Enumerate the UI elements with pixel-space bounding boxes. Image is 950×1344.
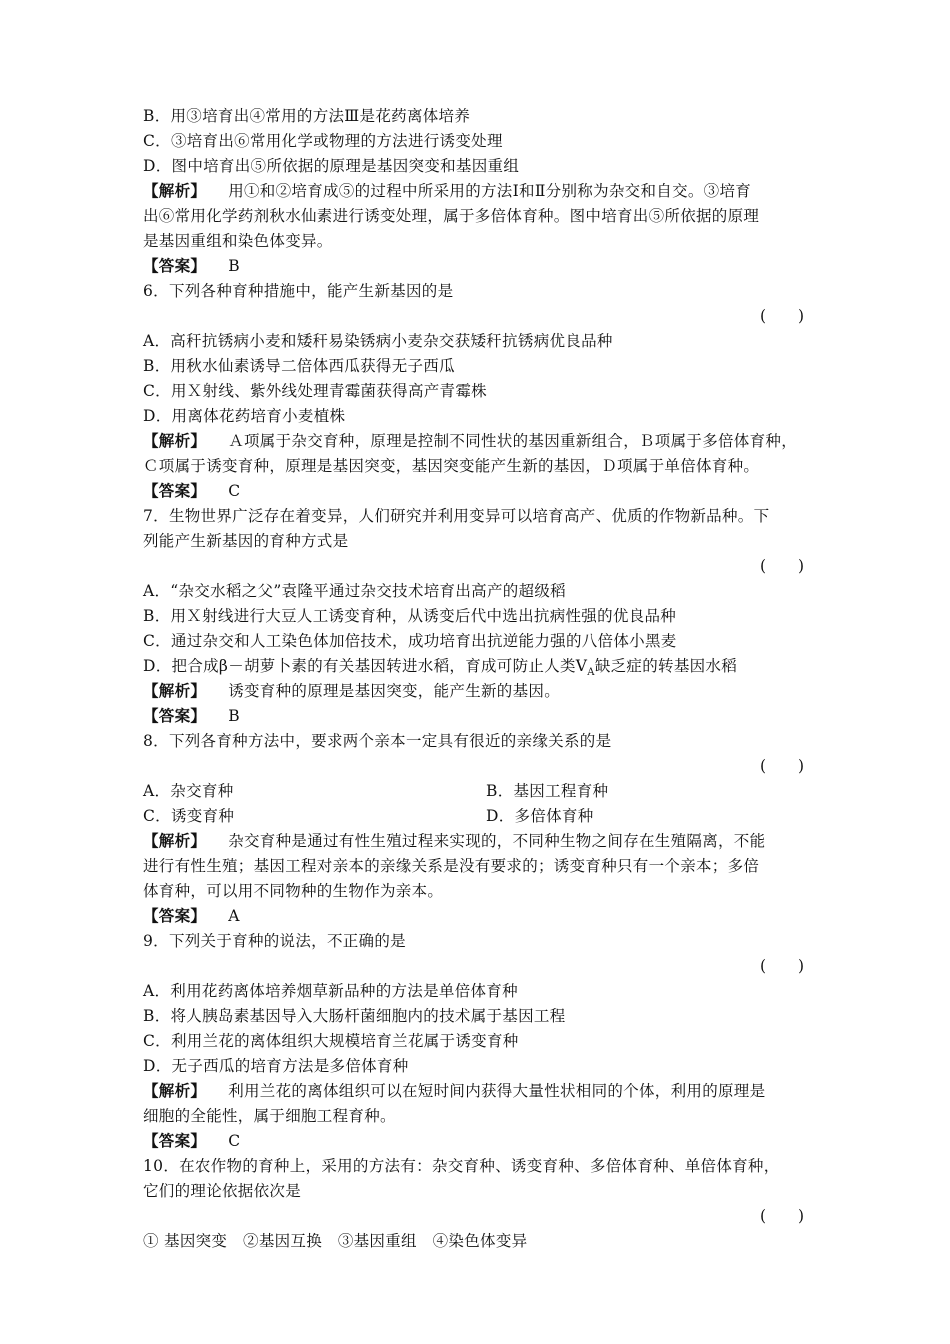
answer-tag: 【答案】 [143,256,207,275]
q7-option-b: B．用Ｘ射线进行大豆人工诱变育种，从诱变后代中选出抗病性强的优良品种 [143,607,677,625]
analysis-text: 用①和②培育成⑤的过程中所采用的方法Ⅰ和Ⅱ分别称为杂交和自交。③培育 [228,182,752,200]
q5-analysis-line3: 是基因重组和染色体变异。 [143,232,333,250]
answer-tag: 【答案】 [143,706,207,725]
analysis-text: 诱变育种的原理是基因突变，能产生新的基因。 [228,682,561,700]
q7-stem: 7．生物世界广泛存在着变异，人们研究并利用变异可以培育高产、优质的作物新品种。下 [143,507,770,525]
answer-value: B [228,257,240,275]
q9-option-c: C．利用兰花的离体组织大规模培育兰花属于诱变育种 [143,1032,519,1050]
q7-option-a: A．“杂交水稻之父”袁隆平通过杂交技术培育出高产的超级稻 [143,582,566,600]
q7-option-c: C．通过杂交和人工染色体加倍技术，成功培育出抗逆能力强的八倍体小黑麦 [143,632,677,650]
q7-option-d [143,656,737,683]
answer-value: C [228,482,241,500]
q8-stem: 8．下列各育种方法中，要求两个亲本一定具有很近的亲缘关系的是 [143,732,612,750]
q9-analysis-line2: 细胞的全能性，属于细胞工程育种。 [143,1107,396,1125]
analysis-tag: 【解析】 [143,681,207,700]
q8-option-a: A．杂交育种 [143,782,234,800]
q6-option-a: A．高秆抗锈病小麦和矮秆易染锈病小麦杂交获矮秆抗锈病优良品种 [143,332,613,350]
q7-answer-blank: ( ) [760,557,805,575]
q9-analysis [143,1081,765,1101]
q6-answer [143,481,240,501]
q5-analysis [143,181,751,201]
q9-option-a: A．利用花药离体培养烟草新品种的方法是单倍体育种 [143,982,518,1000]
q8-option-d: D．多倍体育种 [486,807,594,825]
q8-options-row2 [143,806,594,826]
q6-analysis [143,431,797,451]
subscript: A [587,667,595,679]
q10-stem: 10．在农作物的育种上，采用的方法有：杂交育种、诱变育种、多倍体育种、单倍体育种， [143,1157,780,1175]
q8-option-b: B．基因工程育种 [486,782,609,800]
q7-stem-line2: 列能产生新基因的育种方式是 [143,532,349,550]
analysis-tag: 【解析】 [143,431,207,450]
q5-option-d: D．图中培育出⑤所依据的原理是基因突变和基因重组 [143,157,520,175]
q10-stem-line2: 它们的理论依据依次是 [143,1182,302,1200]
q5-answer [143,256,240,276]
q10-options: ① 基因突变 ②基因互换 ③基因重组 ④染色体变异 [143,1232,528,1250]
q8-analysis-line2: 进行有性生殖；基因工程对亲本的亲缘关系是没有要求的；诱变育种只有一个亲本；多倍 [143,857,760,875]
q6-analysis-line2: Ｃ项属于诱变育种，原理是基因突变，基因突变能产生新的基因，Ｄ项属于单倍体育种。 [143,457,760,475]
answer-tag: 【答案】 [143,1131,207,1150]
q9-option-d: D．无子西瓜的培育方法是多倍体育种 [143,1057,409,1075]
q6-option-d: D．用离体花药培育小麦植株 [143,407,346,425]
q6-option-c: C．用Ｘ射线、紫外线处理青霉菌获得高产青霉株 [143,382,487,400]
q8-answer-blank: ( ) [760,757,805,775]
q8-option-c: C．诱变育种 [143,807,235,825]
q6-stem: 6．下列各种育种措施中，能产生新基因的是 [143,282,454,300]
option-text: D．把合成β－胡萝卜素的有关基因转进水稻，育成可防止人类V [143,657,588,675]
analysis-tag: 【解析】 [143,1081,207,1100]
q9-answer [143,1131,240,1151]
q9-option-b: B．将人胰岛素基因导入大肠杆菌细胞内的技术属于基因工程 [143,1007,566,1025]
q5-option-b: B．用③培育出④常用的方法Ⅲ是花药离体培养 [143,107,471,125]
answer-value: C [228,1132,241,1150]
q8-analysis-line3: 体育种，可以用不同物种的生物作为亲本。 [143,882,444,900]
answer-value: B [228,707,240,725]
analysis-text: 利用兰花的离体组织可以在短时间内获得大量性状相同的个体，利用的原理是 [228,1082,766,1100]
q8-analysis [143,831,765,851]
q9-answer-blank: ( ) [760,957,805,975]
q8-options-row1 [143,781,609,801]
answer-tag: 【答案】 [143,481,207,500]
q6-answer-blank: ( ) [760,307,805,325]
answer-tag: 【答案】 [143,906,207,925]
q8-answer [143,906,240,926]
q7-analysis [143,681,560,701]
q7-answer [143,706,240,726]
q6-option-b: B．用秋水仙素诱导二倍体西瓜获得无子西瓜 [143,357,455,375]
q5-analysis-line2: 出⑥常用化学药剂秋水仙素进行诱变处理，属于多倍体育种。图中培育出⑤所依据的原理 [143,207,760,225]
analysis-tag: 【解析】 [143,181,207,200]
analysis-text: Ａ项属于杂交育种，原理是控制不同性状的基因重新组合，Ｂ项属于多倍体育种， [228,432,798,450]
q10-answer-blank: ( ) [760,1207,805,1225]
q9-stem: 9．下列关于育种的说法，不正确的是 [143,932,406,950]
q5-option-c: C．③培育出⑥常用化学或物理的方法进行诱变处理 [143,132,503,150]
analysis-tag: 【解析】 [143,831,207,850]
option-text-end: 缺乏症的转基因水稻 [594,657,738,675]
analysis-text: 杂交育种是通过有性生殖过程来实现的，不同种生物之间存在生殖隔离，不能 [228,832,766,850]
answer-value: A [228,907,240,925]
